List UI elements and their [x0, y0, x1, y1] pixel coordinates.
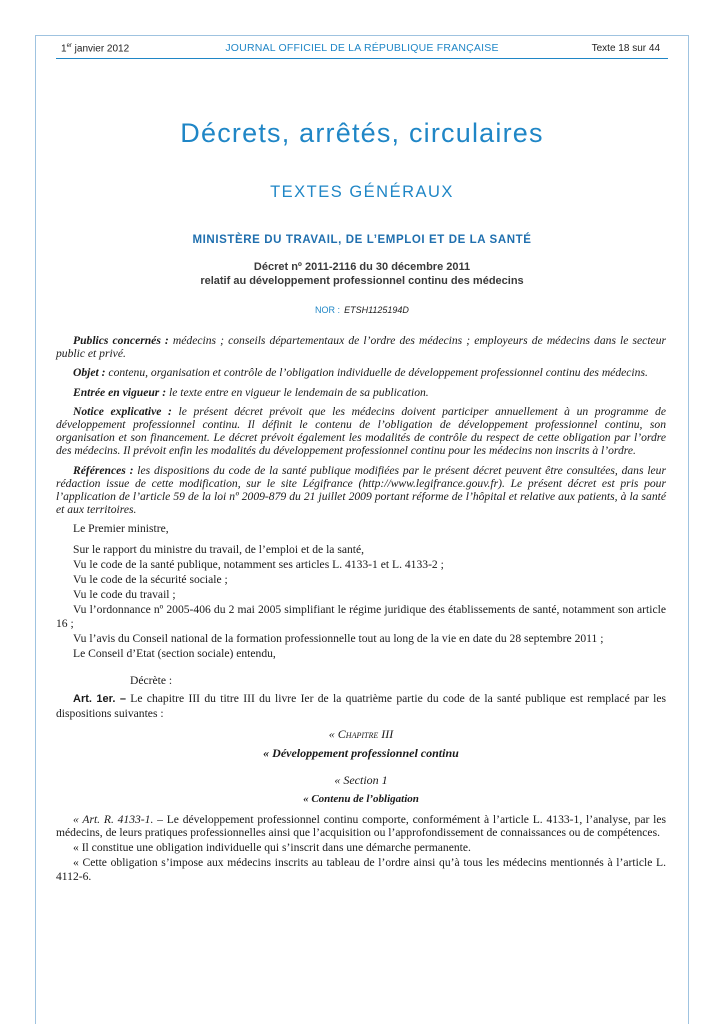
intro-entree-vigueur: Entrée en vigueur : le texte entre en vigueur le lendemain de sa publication. — [73, 385, 429, 399]
intro-publics: Publics concernés : médecins ; conseils départementaux de l’ordre des médecins ; employeurs de médecins dans le secteur public et privé. — [56, 334, 667, 361]
header-journal-title: JOURNAL OFFICIEL DE LA RÉPUBLIQUE FRANÇAISE — [225, 42, 499, 54]
chapter-heading: « Chapitre III — [328, 726, 394, 741]
header-rule — [56, 58, 668, 59]
visa-code-sante: Vu le code de la santé publique, notamment ses articles L. 4133-1 et L. 4133-2 ; — [73, 557, 444, 571]
running-header — [56, 40, 668, 58]
paragraph-obligation: « Il constitue une obligation individuelle qui s’inscrit dans une démarche permanente. — [73, 841, 471, 855]
visa-code-securite: Vu le code de la sécurité sociale ; — [73, 573, 228, 587]
premier-ministre: Le Premier ministre, — [73, 522, 169, 536]
decrete: Décrète : — [130, 674, 173, 688]
nor-label: NOR : — [315, 305, 341, 315]
paragraph-medecins: « Cette obligation s’impose aux médecins inscrits au tableau de l’ordre ainsi qu’à tous les médecins mentionnés à l’article L. 4112-6. — [56, 856, 666, 883]
article-r-4133-1: « Art. R. 4133-1. – Le développement professionnel continu comporte, conformément à l’article L. 4133-1, l’analyse, par les médecins, de leurs pratiques professionnelles ainsi que l’acquisition ou l’approfondissement de connaissances ou de compétences. — [56, 812, 666, 839]
intro-objet: Objet : contenu, organisation et contrôle de l’obligation individuelle de développement professionnel continu des médecins. — [73, 366, 648, 380]
visa-ordonnance: Vu l’ordonnance nº 2005-406 du 2 mai 2005 simplifiant le régime juridique des établissements de santé, notamment son article 16 ; — [56, 603, 666, 630]
document-body — [56, 334, 666, 885]
intro-notice: Notice explicative : le présent décret prévoit que les médecins doivent participer annuellement à un programme de développement professionnel continu. Il définit le contenu de l’obligation de développement professionnel continu, son organisation et son financement. Le décret prévoit également les modalités de contrôle du respect de cette obligation par l’ordre des médecins. Il prévoit enfin les modalités du développement professionnel continu pour les médecins non inscrits à l’ordre. — [56, 404, 667, 458]
article-1: Art. 1er. – Le chapitre III du titre III du livre Ier de la quatrième partie du code de la santé publique est remplacé par les dispositions suivantes : — [56, 692, 667, 720]
chapter-title: « Développement professionnel continu — [263, 746, 459, 761]
header-text-number: Texte 18 sur 44 — [591, 43, 660, 54]
section-subtitle: TEXTES GÉNÉRAUX — [270, 183, 454, 201]
header-date: 1er janvier 2012 — [61, 43, 130, 55]
nor-value: ETSH1125194D — [344, 305, 409, 315]
visa-rapport: Sur le rapport du ministre du travail, de l’emploi et de la santé, — [73, 542, 365, 556]
ministry-name: MINISTÈRE DU TRAVAIL, DE L’EMPLOI ET DE LA SANTÉ — [192, 234, 532, 246]
nor-reference — [0, 305, 724, 315]
decree-number: Décret nº 2011-2116 du 30 décembre 2011 — [253, 261, 471, 273]
decree-subject: relatif au développement professionnel continu des médecins — [200, 275, 524, 287]
section-title: Décrets, arrêtés, circulaires — [180, 118, 544, 148]
section-title-contenu: « Contenu de l’obligation — [303, 793, 419, 806]
intro-references: Références : les dispositions du code de la santé publique modifiées par le présent décret peuvent être consultées, dans leur rédaction issue de cette modification, sur le site Légifrance (http://www.legifrance.gouv.fr). Le présent décret est pris pour l’application de l’article 59 de la loi nº 2009-879 du 21 juillet 2009 portant réforme de l’hôpital et relative aux patients, à la santé et aux territoires. — [56, 463, 666, 517]
visa-avis: Vu l’avis du Conseil national de la formation professionnelle tout au long de la vie en date du 28 septembre 2011 ; — [73, 631, 604, 645]
visa-code-travail: Vu le code du travail ; — [73, 588, 176, 602]
section-heading: « Section 1 — [334, 773, 388, 788]
visa-conseil-etat: Le Conseil d’Etat (section sociale) entendu, — [73, 647, 276, 661]
decree-heading — [0, 260, 724, 288]
